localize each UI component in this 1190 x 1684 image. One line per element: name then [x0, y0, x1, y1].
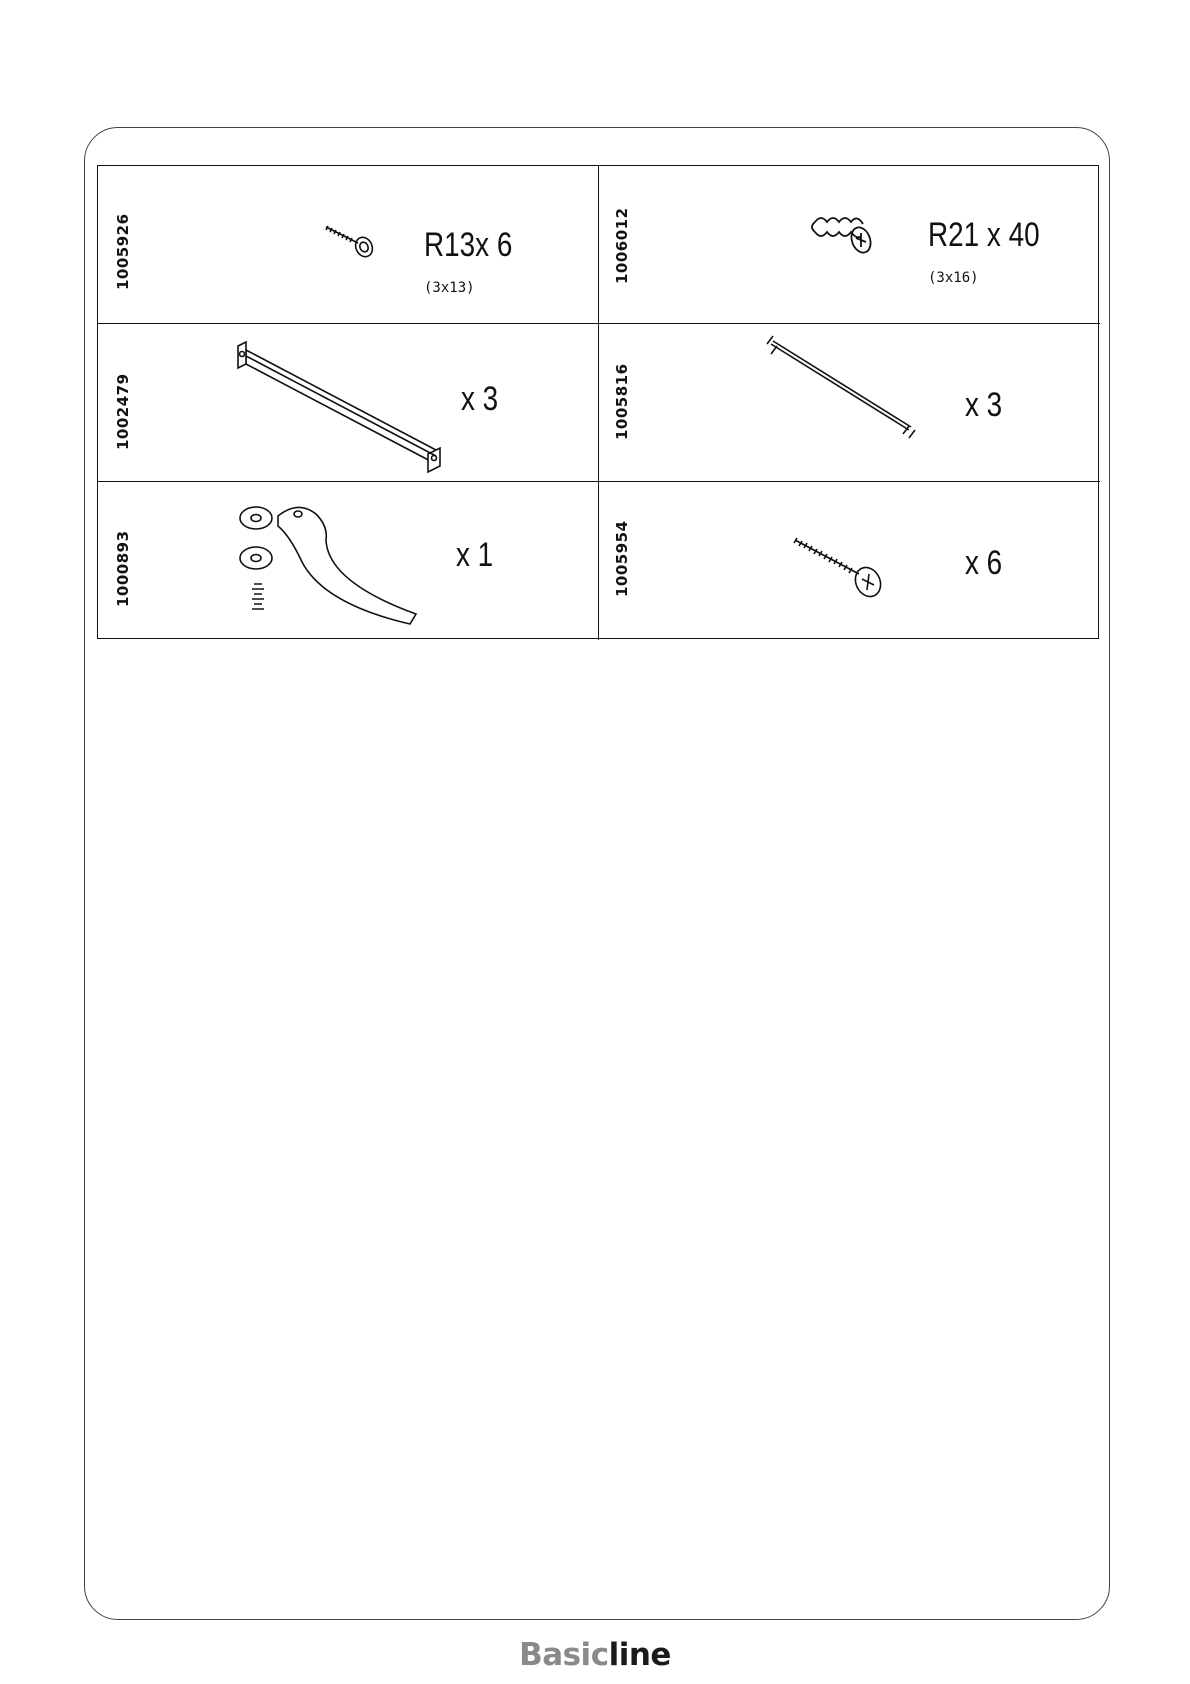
part-quantity: x 3	[965, 386, 1003, 424]
parts-table	[97, 165, 1099, 639]
part-cell-6	[599, 482, 1100, 640]
bracket-bar-icon	[228, 340, 458, 476]
part-cell-2	[599, 166, 1100, 324]
small-screw-icon	[320, 221, 380, 261]
part-cell-5	[98, 482, 599, 640]
part-quantity: x 6	[965, 544, 1003, 582]
part-dimension: (3x16)	[928, 270, 979, 286]
part-code: 1002479	[114, 373, 132, 450]
rod-icon	[765, 334, 925, 444]
part-code: 1005816	[613, 363, 631, 440]
part-quantity: x 1	[456, 536, 494, 574]
part-quantity: x 3	[461, 380, 499, 418]
part-code: 1000893	[114, 530, 132, 607]
part-code: 1006012	[613, 207, 631, 284]
part-quantity: R13x 6	[424, 226, 513, 264]
part-cell-3	[98, 324, 599, 482]
part-quantity: R21 x 40	[928, 216, 1040, 254]
part-dimension: (3x13)	[424, 280, 475, 296]
curved-strap-with-washers-icon	[232, 496, 452, 636]
part-cell-4	[599, 324, 1100, 482]
long-screw-icon	[789, 534, 899, 604]
part-code: 1005926	[114, 213, 132, 290]
wall-plug-icon	[809, 210, 879, 262]
part-cell-1	[98, 166, 599, 324]
brand-logo: Basicline	[519, 1637, 671, 1673]
part-code: 1005954	[613, 520, 631, 597]
